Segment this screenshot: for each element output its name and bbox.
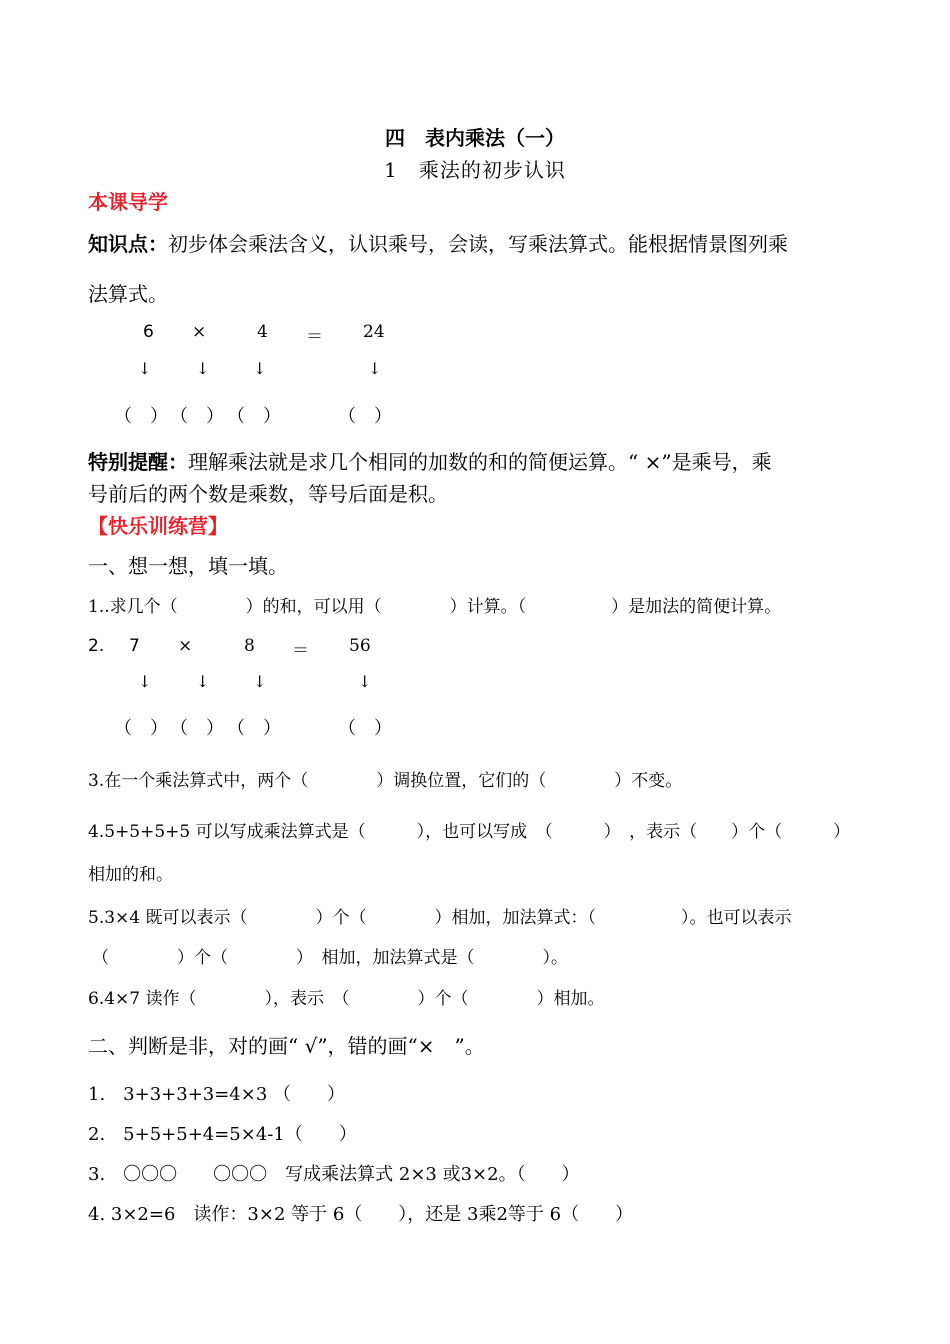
example-term-equals: ＝	[306, 327, 323, 347]
judge-item-3: 3. 〇〇〇 〇〇〇 写成乘法算式 2×3 或3×2。（ ）	[88, 1164, 580, 1185]
judge-item-1: 1. 3+3+3+3=4×3 （ ）	[88, 1084, 346, 1105]
judge-item-4: 4. 3×2=6 读作：3×2 等于 6（ ），还是 3乘2等于 6（ ）	[88, 1204, 634, 1225]
reminder-paragraph	[88, 446, 772, 475]
down-arrow-icon: ↓	[253, 359, 267, 378]
down-arrow-icon: ↓	[196, 359, 210, 378]
judge-item-2: 2. 5+5+5+4=5×4-1（ ）	[88, 1124, 357, 1145]
example-term-times: ×	[192, 322, 207, 342]
answer-blank[interactable]: （ ）	[114, 406, 168, 427]
knowledge-paragraph	[88, 228, 788, 257]
down-arrow-icon: ↓	[253, 672, 267, 691]
q2-term-factor2: 8	[244, 636, 255, 656]
q2-term-factor1: 7	[129, 636, 140, 656]
knowledge-text: 初步体会乘法含义，认识乘号，会读，写乘法算式。能根据情景图列乘	[168, 232, 788, 256]
answer-blank[interactable]: （ ）	[170, 406, 224, 427]
reminder-text-continued: 号前后的两个数是乘数，等号后面是积。	[88, 482, 448, 506]
question-4-continued: 相加的和。	[88, 865, 173, 885]
page-subtitle: 1 乘法的初步认识	[384, 158, 566, 182]
answer-blank[interactable]: （ ）	[170, 718, 224, 739]
knowledge-label: 知识点：	[88, 232, 168, 256]
reminder-label: 特别提醒：	[88, 450, 188, 474]
example-term-factor2: 4	[257, 322, 268, 342]
down-arrow-icon: ↓	[196, 672, 210, 691]
example-term-product: 24	[363, 322, 385, 342]
q2-term-times: ×	[178, 636, 193, 656]
down-arrow-icon: ↓	[358, 672, 372, 691]
down-arrow-icon: ↓	[138, 672, 152, 691]
question-1: 1..求几个（ ）的和，可以用（ ）计算。（ ）是加法的简便计算。	[88, 597, 782, 617]
example-term-factor1: 6	[143, 322, 154, 342]
question-3: 3.在一个乘法算式中，两个（ ）调换位置，它们的（ ）不变。	[88, 771, 683, 791]
q2-term-product: 56	[349, 636, 371, 656]
part2-title: 二、判断是非，对的画“ √”，错的画“× ”。	[88, 1034, 485, 1058]
intro-heading: 本课导学	[88, 190, 168, 214]
question-4: 4.5+5+5+5 可以写成乘法算式是（ ），也可以写成 （ ） ，表示（ ）个（ ）	[88, 822, 851, 842]
training-heading: 【快乐训练营】	[88, 514, 228, 538]
question-6: 6.4×7 读作（ ），表示 （ ）个（ ）相加。	[88, 989, 605, 1009]
answer-blank[interactable]: （ ）	[338, 718, 392, 739]
answer-blank[interactable]: （ ）	[338, 406, 392, 427]
answer-blank[interactable]: （ ）	[227, 406, 281, 427]
part1-title: 一、想一想，填一填。	[88, 554, 288, 578]
reminder-text: 理解乘法就是求几个相同的加数的和的简便运算。“ ×”是乘号，乘	[188, 450, 772, 474]
question-5: 5.3×4 既可以表示（ ）个（ ）相加，加法算式：（ ）。也可以表示	[88, 908, 792, 928]
down-arrow-icon: ↓	[138, 359, 152, 378]
q2-term-equals: ＝	[292, 641, 309, 661]
answer-blank[interactable]: （ ）	[227, 718, 281, 739]
down-arrow-icon: ↓	[368, 359, 382, 378]
page-title: 四 表内乘法（一）	[385, 126, 565, 150]
knowledge-text-continued: 法算式。	[88, 282, 168, 306]
question-5-continued: （ ）个（ ） 相加，加法算式是（ ）。	[92, 948, 568, 968]
answer-blank[interactable]: （ ）	[114, 718, 168, 739]
question-2-number: 2.	[88, 636, 105, 656]
